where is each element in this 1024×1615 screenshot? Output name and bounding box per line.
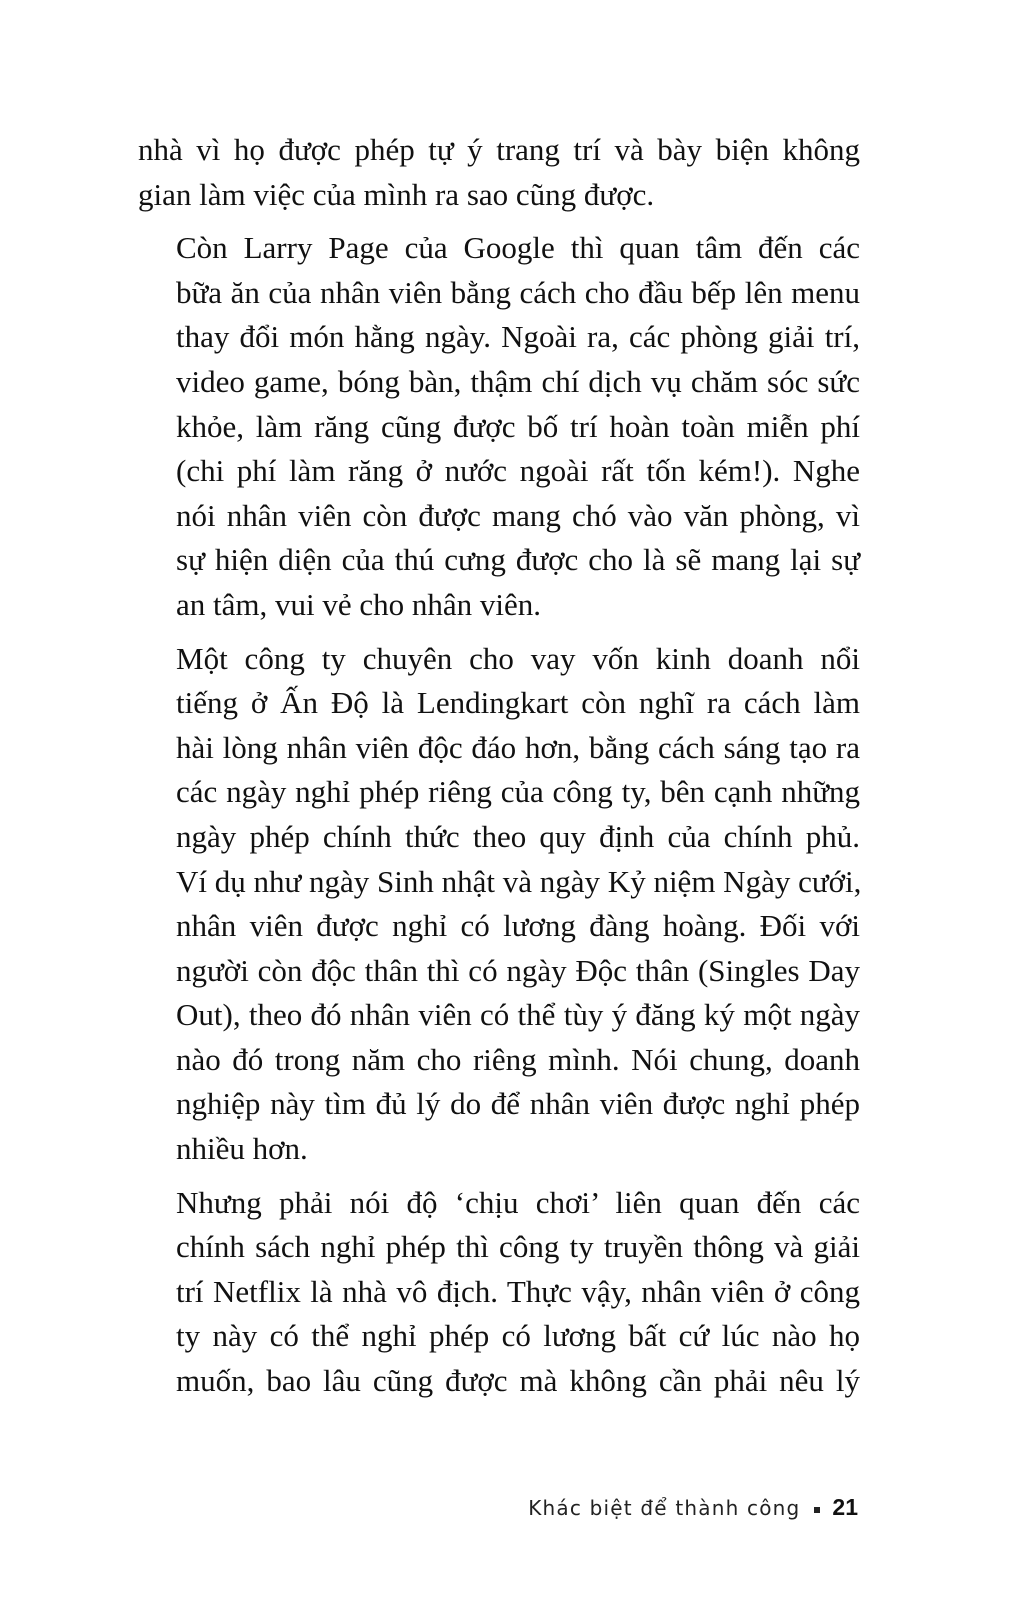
text-line: Ví dụ như ngày Sinh nhật và ngày Kỷ niệm Ngày cưới,	[176, 863, 862, 899]
paragraph	[138, 226, 860, 627]
paragraph	[138, 637, 860, 1172]
square-bullet-icon	[814, 1507, 820, 1513]
text-line: ty này có thể nghỉ phép có lương bất cứ lúc nào họ	[176, 1318, 860, 1354]
text-line: an tâm, vui vẻ cho nhân viên.	[176, 586, 542, 622]
text-line: trí Netflix là nhà vô địch. Thực vậy, nhân viên ở công	[176, 1273, 860, 1309]
book-page-body	[138, 128, 860, 1404]
text-line: Out), theo đó nhân viên có thể tùy ý đăng ký một ngày	[176, 997, 860, 1033]
text-line: Một công ty chuyên cho vay vốn kinh doanh nổi	[176, 640, 860, 676]
text-line: video game, bóng bàn, thậm chí dịch vụ chăm sóc sức	[176, 363, 860, 399]
footer-book-title: Khác biệt để thành công	[528, 1496, 801, 1520]
text-line: sự hiện diện của thú cưng được cho là sẽ mang lại sự	[176, 542, 860, 578]
text-line: ngày phép chính thức theo quy định của chính phủ.	[176, 818, 860, 854]
text-line: tiếng ở Ấn Độ là Lendingkart còn nghĩ ra cách làm	[176, 685, 860, 721]
running-footer	[528, 1494, 858, 1521]
text-line: nhân viên được nghỉ có lương đàng hoàng. Đối với	[176, 908, 860, 944]
text-line: nào đó trong năm cho riêng mình. Nói chung, doanh	[176, 1041, 860, 1077]
text-line: nói nhân viên còn được mang chó vào văn phòng, vì	[176, 497, 860, 533]
text-line: các ngày nghỉ phép riêng của công ty, bên cạnh những	[176, 774, 860, 810]
text-line: thay đổi món hằng ngày. Ngoài ra, các phòng giải trí,	[176, 319, 860, 355]
text-line: khỏe, làm răng cũng được bố trí hoàn toàn miễn phí	[176, 408, 860, 444]
text-line: (chi phí làm răng ở nước ngoài rất tốn kém!). Nghe	[176, 453, 860, 489]
text-line: nghiệp này tìm đủ lý do để nhân viên được nghỉ phép	[176, 1086, 860, 1122]
text-line: Nhưng phải nói độ ‘chịu chơi’ liên quan đến các	[176, 1184, 860, 1220]
text-line: gian làm việc của mình ra sao cũng được.	[138, 176, 655, 212]
text-line: muốn, bao lâu cũng được mà không cần phải nêu lý	[176, 1363, 860, 1399]
paragraph	[138, 1181, 860, 1404]
text-line: hài lòng nhân viên độc đáo hơn, bằng cách sáng tạo ra	[176, 729, 860, 765]
text-line: nhiều hơn.	[176, 1131, 308, 1167]
text-line: Còn Larry Page của Google thì quan tâm đến các	[176, 230, 860, 266]
text-line: bữa ăn của nhân viên bằng cách cho đầu bếp lên menu	[176, 274, 860, 310]
page-number: 21	[832, 1494, 858, 1520]
paragraph	[138, 128, 860, 217]
text-line: nhà vì họ được phép tự ý trang trí và bày biện không	[138, 132, 860, 167]
text-line: chính sách nghỉ phép thì công ty truyền thông và giải	[176, 1229, 860, 1265]
text-line: người còn độc thân thì có ngày Độc thân (Singles Day	[176, 952, 860, 988]
